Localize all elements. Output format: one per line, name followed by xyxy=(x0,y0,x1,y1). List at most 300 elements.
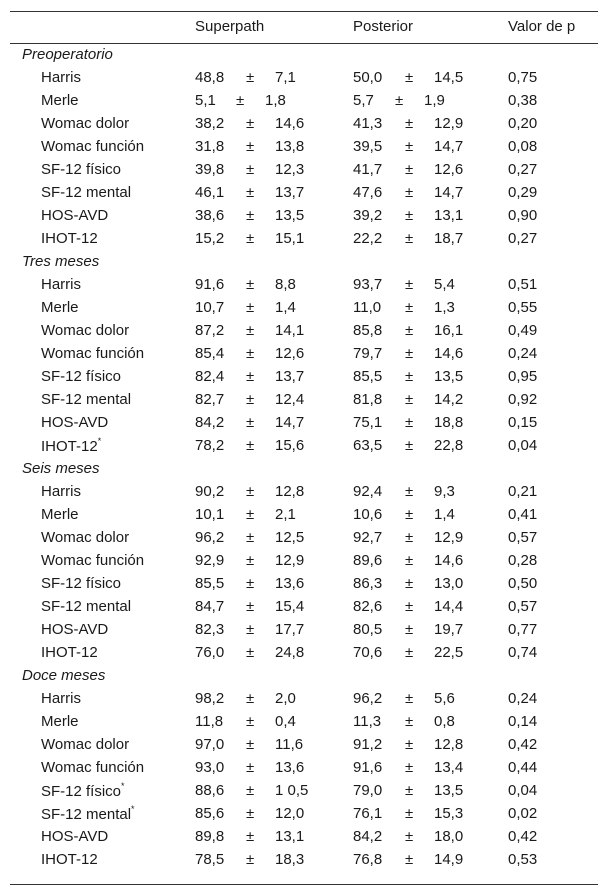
superpath-mean: 15,2 xyxy=(195,230,225,247)
superpath-sd: 14,1 xyxy=(275,322,305,339)
posterior-mean: 82,6 xyxy=(353,598,383,615)
row-label-text: Merle xyxy=(41,299,79,316)
row-label xyxy=(41,621,108,638)
row-label-text: Harris xyxy=(41,69,81,86)
superpath-mean: 92,9 xyxy=(195,552,225,569)
plus-minus: ± xyxy=(246,322,255,339)
row-label-text: HOS-AVD xyxy=(41,621,109,638)
superpath-mean: 5,1 xyxy=(195,92,216,109)
posterior-mean: 63,5 xyxy=(353,437,383,454)
plus-minus: ± xyxy=(405,805,414,822)
superpath-mean: 85,4 xyxy=(195,345,225,362)
plus-minus: ± xyxy=(246,299,255,316)
p-value: 0,29 xyxy=(508,184,538,201)
row-label-text: Womac dolor xyxy=(41,529,130,546)
table-row xyxy=(10,182,598,205)
table-row xyxy=(10,435,598,458)
superpath-mean: 76,0 xyxy=(195,644,225,661)
row-label-text: SF-12 físico xyxy=(41,575,122,592)
superpath-sd: 14,7 xyxy=(275,414,305,431)
row-label-text: Harris xyxy=(41,483,81,500)
table-row xyxy=(10,67,598,90)
posterior-sd: 14,6 xyxy=(434,552,464,569)
superpath-mean: 38,2 xyxy=(195,115,225,132)
plus-minus: ± xyxy=(405,851,414,868)
posterior-sd: 14,2 xyxy=(434,391,464,408)
plus-minus: ± xyxy=(246,115,255,132)
plus-minus: ± xyxy=(405,322,414,339)
posterior-sd: 5,6 xyxy=(434,690,455,707)
p-value: 0,50 xyxy=(508,575,538,592)
superpath-mean: 38,6 xyxy=(195,207,225,224)
plus-minus: ± xyxy=(246,161,255,178)
row-label xyxy=(41,851,98,868)
p-value: 0,27 xyxy=(508,230,538,247)
row-label xyxy=(41,276,81,293)
superpath-sd: 13,7 xyxy=(275,368,305,385)
posterior-sd: 16,1 xyxy=(434,322,464,339)
row-label xyxy=(41,529,129,546)
plus-minus: ± xyxy=(405,690,414,707)
plus-minus: ± xyxy=(246,805,255,822)
p-value: 0,14 xyxy=(508,713,538,730)
posterior-sd: 1,3 xyxy=(434,299,455,316)
posterior-sd: 12,9 xyxy=(434,529,464,546)
plus-minus: ± xyxy=(405,391,414,408)
table-row xyxy=(10,711,598,734)
table-row xyxy=(10,619,598,642)
plus-minus: ± xyxy=(405,713,414,730)
section-title: Seis meses xyxy=(22,460,100,477)
posterior-sd: 14,6 xyxy=(434,345,464,362)
posterior-mean: 89,6 xyxy=(353,552,383,569)
p-value: 0,41 xyxy=(508,506,538,523)
row-label xyxy=(41,92,79,109)
row-label-text: Merle xyxy=(41,506,79,523)
p-value: 0,55 xyxy=(508,299,538,316)
superpath-mean: 85,5 xyxy=(195,575,225,592)
row-label-text: Womac función xyxy=(41,759,145,776)
superpath-mean: 84,2 xyxy=(195,414,225,431)
table-row xyxy=(10,596,598,619)
posterior-sd: 13,5 xyxy=(434,368,464,385)
posterior-sd: 19,7 xyxy=(434,621,464,638)
plus-minus: ± xyxy=(246,138,255,155)
p-value: 0,57 xyxy=(508,529,538,546)
plus-minus: ± xyxy=(246,506,255,523)
posterior-mean: 86,3 xyxy=(353,575,383,592)
p-value: 0,49 xyxy=(508,322,538,339)
plus-minus: ± xyxy=(246,207,255,224)
plus-minus: ± xyxy=(246,414,255,431)
posterior-sd: 22,5 xyxy=(434,644,464,661)
superpath-mean: 84,7 xyxy=(195,598,225,615)
posterior-mean: 91,2 xyxy=(353,736,383,753)
p-value: 0,15 xyxy=(508,414,538,431)
table-row xyxy=(10,136,598,159)
posterior-mean: 85,8 xyxy=(353,322,383,339)
row-label xyxy=(41,115,129,132)
posterior-sd: 13,5 xyxy=(434,782,464,799)
superpath-sd: 2,1 xyxy=(275,506,296,523)
plus-minus: ± xyxy=(246,69,255,86)
row-label-text: SF-12 mental xyxy=(41,391,132,408)
row-label xyxy=(41,506,79,523)
p-value: 0,74 xyxy=(508,644,538,661)
superpath-mean: 82,3 xyxy=(195,621,225,638)
posterior-mean: 79,7 xyxy=(353,345,383,362)
superpath-sd: 12,4 xyxy=(275,391,305,408)
posterior-sd: 22,8 xyxy=(434,437,464,454)
superpath-sd: 7,1 xyxy=(275,69,296,86)
row-label-text: IHOT-12 xyxy=(41,230,98,247)
p-value: 0,57 xyxy=(508,598,538,615)
posterior-sd: 1,9 xyxy=(424,92,445,109)
posterior-mean: 85,5 xyxy=(353,368,383,385)
row-label xyxy=(41,782,125,800)
row-label xyxy=(41,437,101,455)
plus-minus: ± xyxy=(246,345,255,362)
table-bottom-rule xyxy=(10,884,598,885)
row-label xyxy=(41,736,129,753)
p-value: 0,21 xyxy=(508,483,538,500)
table-row xyxy=(10,504,598,527)
row-label-text: Womac función xyxy=(41,552,145,569)
superpath-sd: 18,3 xyxy=(275,851,305,868)
table-row xyxy=(10,412,598,435)
posterior-mean: 92,4 xyxy=(353,483,383,500)
superpath-mean: 85,6 xyxy=(195,805,225,822)
table-row xyxy=(10,688,598,711)
table-header xyxy=(10,11,598,43)
posterior-sd: 18,0 xyxy=(434,828,464,845)
table-row xyxy=(10,366,598,389)
plus-minus: ± xyxy=(246,437,255,454)
row-label-text: Harris xyxy=(41,276,81,293)
posterior-sd: 14,4 xyxy=(434,598,464,615)
row-label xyxy=(41,345,144,362)
superpath-mean: 82,7 xyxy=(195,391,225,408)
p-value: 0,42 xyxy=(508,828,538,845)
superpath-sd: 13,5 xyxy=(275,207,305,224)
posterior-mean: 47,6 xyxy=(353,184,383,201)
superpath-sd: 1 0,5 xyxy=(275,782,309,799)
plus-minus: ± xyxy=(405,368,414,385)
table-row xyxy=(10,343,598,366)
row-label xyxy=(41,368,121,385)
posterior-sd: 12,9 xyxy=(434,115,464,132)
table-body xyxy=(10,44,598,872)
row-label xyxy=(41,69,81,86)
p-value: 0,53 xyxy=(508,851,538,868)
plus-minus: ± xyxy=(405,230,414,247)
posterior-sd: 14,9 xyxy=(434,851,464,868)
header-p-value: Valor de p xyxy=(508,18,576,35)
plus-minus: ± xyxy=(246,184,255,201)
row-label-text: IHOT-12 xyxy=(41,851,98,868)
table-row xyxy=(10,803,598,826)
row-label xyxy=(41,299,79,316)
row-label xyxy=(41,598,131,615)
plus-minus: ± xyxy=(405,184,414,201)
superpath-mean: 10,7 xyxy=(195,299,225,316)
posterior-mean: 76,8 xyxy=(353,851,383,868)
table-row xyxy=(10,159,598,182)
superpath-mean: 39,8 xyxy=(195,161,225,178)
superpath-sd: 2,0 xyxy=(275,690,296,707)
posterior-sd: 18,8 xyxy=(434,414,464,431)
superpath-sd: 8,8 xyxy=(275,276,296,293)
p-value: 0,24 xyxy=(508,345,538,362)
plus-minus: ± xyxy=(405,736,414,753)
row-label xyxy=(41,184,131,201)
posterior-sd: 12,8 xyxy=(434,736,464,753)
row-label-text: SF-12 físico xyxy=(41,161,122,178)
posterior-sd: 13,0 xyxy=(434,575,464,592)
superpath-sd: 17,7 xyxy=(275,621,305,638)
plus-minus: ± xyxy=(246,782,255,799)
p-value: 0,92 xyxy=(508,391,538,408)
table-row xyxy=(10,642,598,665)
plus-minus: ± xyxy=(246,851,255,868)
plus-minus: ± xyxy=(405,552,414,569)
plus-minus: ± xyxy=(246,483,255,500)
significance-marker: * xyxy=(121,781,125,791)
row-label-text: HOS-AVD xyxy=(41,828,109,845)
row-label-text: Womac dolor xyxy=(41,115,130,132)
superpath-mean: 48,8 xyxy=(195,69,225,86)
posterior-mean: 50,0 xyxy=(353,69,383,86)
posterior-mean: 81,8 xyxy=(353,391,383,408)
superpath-sd: 15,4 xyxy=(275,598,305,615)
p-value: 0,20 xyxy=(508,115,538,132)
plus-minus: ± xyxy=(405,345,414,362)
table-row xyxy=(10,550,598,573)
row-label-text: SF-12 mental xyxy=(41,184,132,201)
superpath-sd: 13,7 xyxy=(275,184,305,201)
posterior-sd: 13,1 xyxy=(434,207,464,224)
posterior-mean: 91,6 xyxy=(353,759,383,776)
plus-minus: ± xyxy=(246,644,255,661)
posterior-mean: 11,3 xyxy=(353,713,382,730)
row-label xyxy=(41,713,79,730)
section-row xyxy=(10,665,598,688)
posterior-mean: 5,7 xyxy=(353,92,374,109)
plus-minus: ± xyxy=(405,575,414,592)
superpath-mean: 78,5 xyxy=(195,851,225,868)
plus-minus: ± xyxy=(405,598,414,615)
posterior-sd: 14,7 xyxy=(434,138,464,155)
plus-minus: ± xyxy=(246,575,255,592)
section-row xyxy=(10,44,598,67)
posterior-mean: 80,5 xyxy=(353,621,383,638)
p-value: 0,02 xyxy=(508,805,538,822)
section-row xyxy=(10,458,598,481)
row-label xyxy=(41,230,98,247)
posterior-sd: 12,6 xyxy=(434,161,464,178)
table-row xyxy=(10,113,598,136)
superpath-sd: 12,9 xyxy=(275,552,305,569)
plus-minus: ± xyxy=(246,230,255,247)
superpath-mean: 93,0 xyxy=(195,759,225,776)
row-label-text: HOS-AVD xyxy=(41,207,109,224)
table-row xyxy=(10,228,598,251)
posterior-mean: 41,7 xyxy=(353,161,383,178)
row-label xyxy=(41,759,144,776)
posterior-mean: 39,2 xyxy=(353,207,383,224)
p-value: 0,38 xyxy=(508,92,538,109)
plus-minus: ± xyxy=(405,529,414,546)
row-label xyxy=(41,690,81,707)
plus-minus: ± xyxy=(246,713,255,730)
row-label-text: Womac dolor xyxy=(41,736,130,753)
row-label-text: SF-12 mental xyxy=(41,598,132,615)
row-label xyxy=(41,805,135,823)
superpath-sd: 24,8 xyxy=(275,644,305,661)
superpath-mean: 46,1 xyxy=(195,184,225,201)
superpath-mean: 87,2 xyxy=(195,322,225,339)
row-label-text: Merle xyxy=(41,92,79,109)
posterior-sd: 14,7 xyxy=(434,184,464,201)
superpath-sd: 13,6 xyxy=(275,575,305,592)
plus-minus: ± xyxy=(236,92,245,109)
plus-minus: ± xyxy=(246,368,255,385)
row-label-text: SF-12 físico xyxy=(41,783,122,800)
row-label xyxy=(41,207,108,224)
posterior-sd: 15,3 xyxy=(434,805,464,822)
posterior-sd: 0,8 xyxy=(434,713,455,730)
p-value: 0,24 xyxy=(508,690,538,707)
plus-minus: ± xyxy=(246,529,255,546)
superpath-sd: 0,4 xyxy=(275,713,296,730)
superpath-mean: 78,2 xyxy=(195,437,225,454)
posterior-sd: 13,4 xyxy=(434,759,464,776)
plus-minus: ± xyxy=(405,69,414,86)
plus-minus: ± xyxy=(405,299,414,316)
table-row xyxy=(10,780,598,803)
posterior-mean: 39,5 xyxy=(353,138,383,155)
table-row xyxy=(10,481,598,504)
section-title: Preoperatorio xyxy=(22,46,113,63)
row-label-text: SF-12 mental xyxy=(41,806,132,823)
p-value: 0,28 xyxy=(508,552,538,569)
posterior-mean: 76,1 xyxy=(353,805,383,822)
plus-minus: ± xyxy=(405,759,414,776)
plus-minus: ± xyxy=(405,115,414,132)
superpath-mean: 97,0 xyxy=(195,736,225,753)
plus-minus: ± xyxy=(405,161,414,178)
row-label xyxy=(41,828,108,845)
superpath-sd: 1,8 xyxy=(265,92,286,109)
plus-minus: ± xyxy=(246,621,255,638)
plus-minus: ± xyxy=(246,276,255,293)
plus-minus: ± xyxy=(405,782,414,799)
superpath-sd: 14,6 xyxy=(275,115,305,132)
plus-minus: ± xyxy=(246,759,255,776)
posterior-mean: 92,7 xyxy=(353,529,383,546)
posterior-mean: 79,0 xyxy=(353,782,383,799)
posterior-mean: 93,7 xyxy=(353,276,383,293)
row-label-text: Womac función xyxy=(41,138,145,155)
plus-minus: ± xyxy=(405,483,414,500)
row-label xyxy=(41,644,98,661)
superpath-mean: 88,6 xyxy=(195,782,225,799)
p-value: 0,08 xyxy=(508,138,538,155)
table-row xyxy=(10,297,598,320)
plus-minus: ± xyxy=(405,437,414,454)
posterior-mean: 84,2 xyxy=(353,828,383,845)
plus-minus: ± xyxy=(405,207,414,224)
plus-minus: ± xyxy=(246,736,255,753)
table-row xyxy=(10,573,598,596)
plus-minus: ± xyxy=(405,506,414,523)
superpath-mean: 96,2 xyxy=(195,529,225,546)
table-row xyxy=(10,734,598,757)
posterior-sd: 18,7 xyxy=(434,230,464,247)
posterior-mean: 41,3 xyxy=(353,115,383,132)
superpath-mean: 90,2 xyxy=(195,483,225,500)
posterior-mean: 75,1 xyxy=(353,414,383,431)
p-value: 0,51 xyxy=(508,276,538,293)
plus-minus: ± xyxy=(246,690,255,707)
section-title: Doce meses xyxy=(22,667,106,684)
p-value: 0,04 xyxy=(508,437,538,454)
superpath-sd: 1,4 xyxy=(275,299,296,316)
superpath-sd: 12,5 xyxy=(275,529,305,546)
table-row xyxy=(10,527,598,550)
plus-minus: ± xyxy=(405,644,414,661)
p-value: 0,44 xyxy=(508,759,538,776)
superpath-mean: 11,8 xyxy=(195,713,224,730)
p-value: 0,90 xyxy=(508,207,538,224)
row-label-text: HOS-AVD xyxy=(41,414,109,431)
posterior-mean: 22,2 xyxy=(353,230,383,247)
table-row xyxy=(10,90,598,113)
table-row xyxy=(10,274,598,297)
significance-marker: * xyxy=(131,804,135,814)
p-value: 0,95 xyxy=(508,368,538,385)
row-label-text: SF-12 físico xyxy=(41,368,122,385)
plus-minus: ± xyxy=(405,828,414,845)
table-row xyxy=(10,826,598,849)
superpath-sd: 12,6 xyxy=(275,345,305,362)
superpath-sd: 11,6 xyxy=(275,736,304,753)
superpath-sd: 13,6 xyxy=(275,759,305,776)
superpath-mean: 31,8 xyxy=(195,138,225,155)
posterior-mean: 70,6 xyxy=(353,644,383,661)
plus-minus: ± xyxy=(246,598,255,615)
plus-minus: ± xyxy=(405,621,414,638)
posterior-mean: 96,2 xyxy=(353,690,383,707)
posterior-sd: 9,3 xyxy=(434,483,455,500)
row-label xyxy=(41,161,121,178)
section-title: Tres meses xyxy=(22,253,100,270)
plus-minus: ± xyxy=(246,828,255,845)
superpath-mean: 10,1 xyxy=(195,506,225,523)
posterior-sd: 5,4 xyxy=(434,276,455,293)
p-value: 0,27 xyxy=(508,161,538,178)
row-label xyxy=(41,483,81,500)
posterior-mean: 11,0 xyxy=(353,299,382,316)
plus-minus: ± xyxy=(246,552,255,569)
superpath-mean: 82,4 xyxy=(195,368,225,385)
plus-minus: ± xyxy=(395,92,404,109)
p-value: 0,04 xyxy=(508,782,538,799)
superpath-sd: 12,0 xyxy=(275,805,305,822)
plus-minus: ± xyxy=(405,138,414,155)
row-label xyxy=(41,391,131,408)
superpath-mean: 98,2 xyxy=(195,690,225,707)
